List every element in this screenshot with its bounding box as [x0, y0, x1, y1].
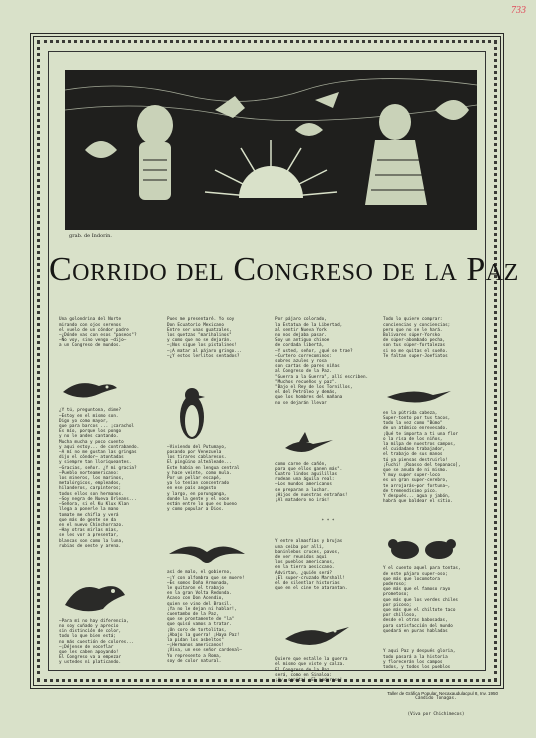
verse: así de malo, el gobierno, —¡Y con alfombra que se muere! —Es somos Doña Armonada, le quitaron el trabajo en la gran Volta Redonda. Acaso con Don Acendio, quien se vino del Brasil. ¡Ya no le dejan ni hablar!, cuentambo de la Paz, que se prontamente de "la" que quisó vamos a tratar. ¡Un coro de tortolitas, ¡Abajo la guerra! ¡Haya Paz! la pidan los asbeltos" —¡Hermanos americanos! ¡Viva, un ese señor cardenal— Yo represento a Roma, soy de color natural. [167, 570, 245, 664]
author-name: Cándido Tonagas. [415, 695, 457, 701]
woodcut-caption: grab. de Indorin. [69, 233, 112, 239]
verse: como carne de cañón, para que ellos ganen más". Cuatro lindos aguilillas rodean una águila real: —Los mundos americanos se preparan a luchar. ¡Hijos de nuestras entrañas! ¡Al matadero no irás! [275, 461, 348, 504]
text-column-2 [167, 307, 273, 679]
verse: Y aquí Paz y después gloria, todo pasará a la historia y florecerán los campos todos, y todos los pueblos [383, 649, 456, 670]
verse: —Viviendo del Putumayo, pasando por Venezuela los tirares cablaresos. El pingüino alteáleade... Este había en lengua central y hace veinte, como mula. Por un pellar escapé, ya lo tenían concentrado en ese país angosto y largo, en porunganga, donde la gente y el voce están entre lo que es bueno y como popular a Dios. [167, 444, 240, 513]
verse: en la pútrida cabeza, Super-tonto por tus tacos, todo la vez como "Búmo" de un atómico enrevesado. ¡Qué te importa a ti una flor o la risa de los niños, la milpa de nuestros campos, el cuidadano trabajador, el trabajo de sus manos tú ya piensas destruirlo! ¡Fuchi! ¡Roasso del tepanaco], que se anuda de ni mismo. Y muy super super-loco es un gran super-cerebro, te arrojarás—por fortuna—, de tremendísimo pico. Y después... agua y jabón, habrá que baldear el sitio. [383, 410, 461, 505]
verse: Y el cuento aquel para tontas, de este pájaro super-oso; que más que locomotora poderoso; que más que el famoso rayo prometoso; que más que los verdes chiles por picoso; que más que el chiltote taco por chilloso, desde el otras babosadas, para satisfacción del mundo quedará en puras habladas [383, 566, 461, 634]
author-note: (Viva por Chichimecos) [407, 711, 465, 717]
verse: Pues me presentaré. Yo soy Don Ecuatorio Mexicano Entre ser unas guatzales, los quetzas "marihalinos" y como que no se dejarán. —¡Nos sigue los pistalines! —¡A matar al pájaro gringo... —¿Y estos lerlitos sentados? [167, 317, 243, 359]
verse: Y entre almasfías y brujas una ceiba por allí, baninlebos cruces, pavos, de ver reunidos aquí los pueblos americanos, en la tierra aesiccano. Advirtan, ¿quién será? ¡El super-cruzado Marshall! el de silentlar historias que en el cine te atarantan. [275, 539, 348, 592]
doves-illustration [383, 520, 489, 556]
eagle-illustration [167, 528, 273, 560]
vulture-illustration [59, 564, 165, 608]
penguin-illustration [167, 374, 273, 434]
footer-credit: Taller de Gráfica Popular, Necaxaudulacpul 8, Inv. 1950 [387, 691, 498, 696]
songbird-illustration [275, 607, 381, 647]
text-column-4 [383, 307, 489, 738]
flying-bird-illustration [383, 374, 489, 400]
page-number: 733 [511, 5, 526, 16]
text-column-1 [59, 307, 165, 681]
page-title: Corrido del Congreso de la Paz [49, 251, 519, 288]
verse: Quiere que estalle la guerra el mismo que viste y calza. El Congreso de la Paz será, como en Sinaloa: ¡Ay, sanita! ¡El poderoso! [275, 657, 348, 683]
verse: Todo lo quiere comprar: conciencias y conciencias; pero que no se le hará. Bolivares súper-Yorsko de súper-abombado pecha, son tus súper-fortalezas si no me quitas el sueño. Te faltan super-Joefiatos [383, 317, 451, 359]
separator: * * * [321, 518, 335, 524]
hummingbird-illustration [275, 421, 381, 451]
verse: Una golondrina del Norte mirando con ojos serenos el vuelo de un cóndor padre —¿Dónde vas con esos "paseos"? —No voy, sino vengo —dijo— a un Congreso de mundos. [59, 317, 137, 349]
woodcut-illustration [65, 70, 477, 230]
verse: —Para mí no hay diferencia, no soy cuñado y aprecio sin distinción de color, todo lo que bien está; no más cuestión de colores... —¡Déjense de voceflar que les caben apoyando! El Congreso va a empezar y ustedes ni platicando. [59, 618, 135, 666]
verse: Por pájaro colorado, la Estatua de la Libertad, al sentir Nueva York no nos dejaba pasar. Soy un antiguo chinoe de cordada libertá, —Y usted, señor, ¿qué se trae? —Curtero correcominos: sobres azules y rosa son cartas de pares niñas al Congreso de la Paz. "Guerra a la Guerra", allí escriben. "Muchos recueños y paz". "Bajo el Rey de los Tornillos, el del Petróleo y demás, que los hombres del mañana no se dejarán llevar [275, 317, 369, 406]
verse: ¿Y tú, preguntona, dime? —Estoy en el mismo son. Digo yo como mayor, que para barcos ... ¡carachol Es mío, porque los pongo y no le andes cantando. Mucha mucha y poco cuento y aquí estoy... de contrabando. —A mí no me gustan las gringas dijo el cóndor— atontadas y siempre tan lloriqueantes. —Gracias, señor. ¿Y mi gracia? —Pueblo norteamericano: los mineros, los marinos, metalúrgicos, empleados, hilanderos, carpinteros; todos ellos son hermanos. —Soy negra de Nueva Orleans... —Señora, si el Ku Klux Klan llega a ponerle la mano tomate me chifla y verá que más de gente se da en el nuevo Chinchorrazo. —Hay otras mirlas mías, se les vor a presentar, blancas son como la luna, rubias de oeste y arena. [59, 408, 140, 549]
text-column-3 [275, 307, 381, 699]
bird-illustration [59, 364, 165, 398]
